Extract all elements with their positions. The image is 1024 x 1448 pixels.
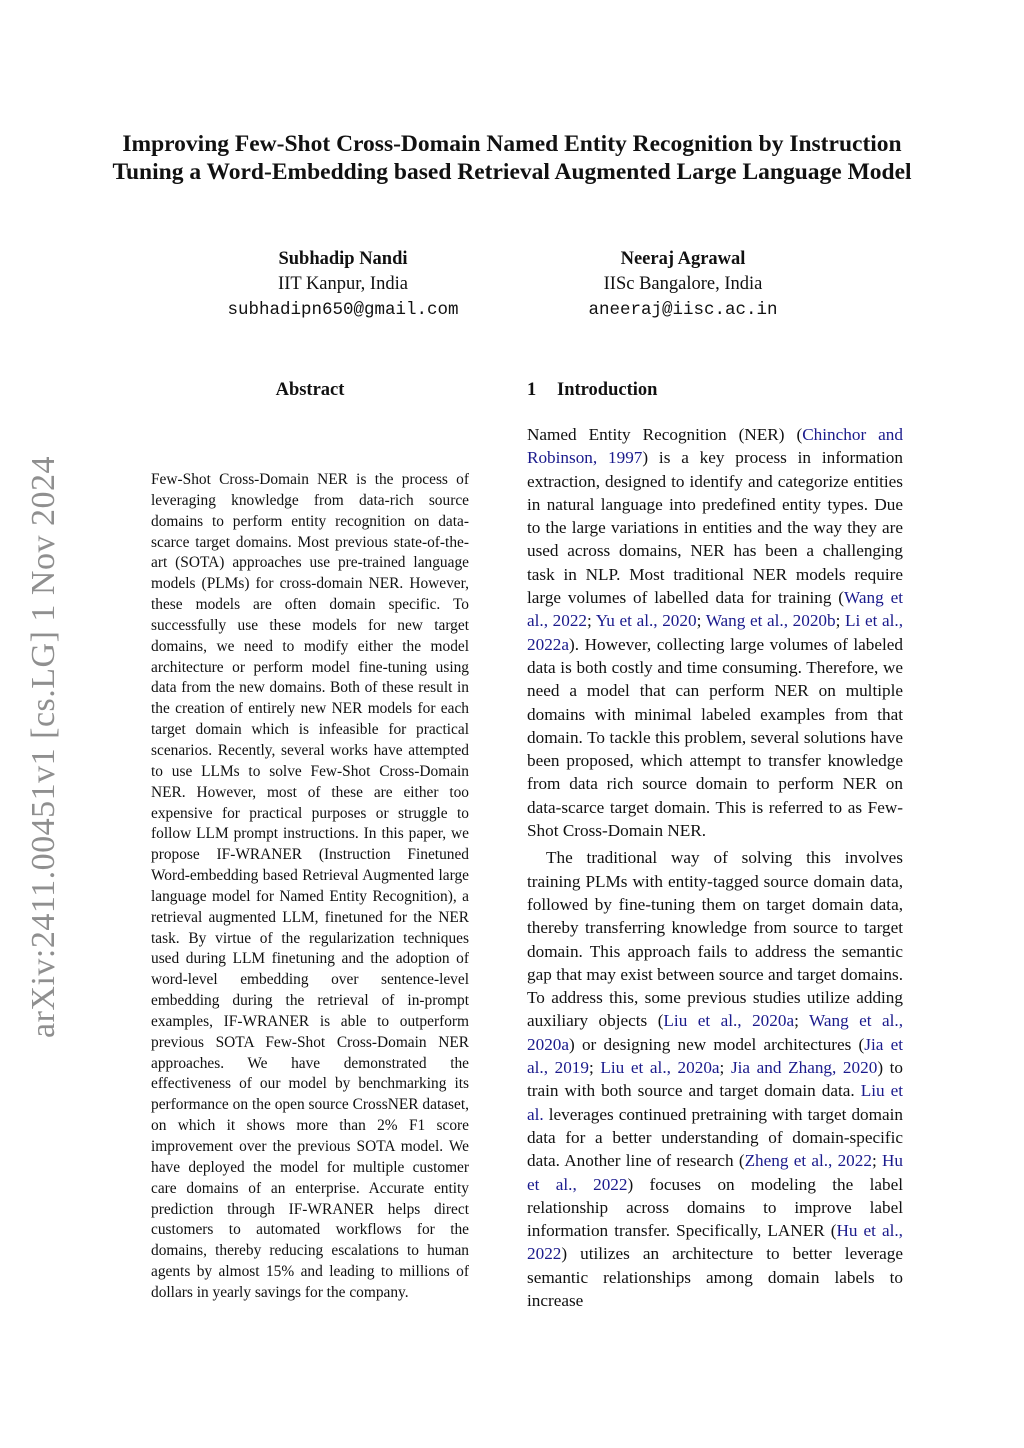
citation-separator: ; bbox=[589, 1058, 601, 1078]
citation-link[interactable]: Chinchor and Robinson, 1997 bbox=[527, 425, 903, 468]
section-number: 1 bbox=[527, 380, 537, 400]
author-block-2 bbox=[503, 246, 863, 323]
body-text: ) or designing new model architectures ( bbox=[569, 1034, 865, 1054]
citation-separator: ; bbox=[835, 611, 846, 631]
citation-separator: ; bbox=[794, 1011, 810, 1031]
body-text: ) focuses on modeling the label relationship across domains to improve label information transfer. Specifically, LANER ( bbox=[527, 1174, 904, 1241]
body-text: ) to train with both source and target domain data. bbox=[527, 1058, 904, 1101]
author-name: Subhadip Nandi bbox=[278, 249, 408, 269]
citation-link[interactable]: Li et al., 2022a bbox=[527, 611, 903, 654]
citation-link[interactable]: Liu et al., 2020a bbox=[600, 1058, 720, 1078]
author-name: Neeraj Agrawal bbox=[620, 249, 746, 269]
body-text: Named Entity Recognition (NER) ( bbox=[527, 425, 803, 444]
author-affiliation: IIT Kanpur, India bbox=[278, 274, 408, 294]
citation-link[interactable]: Hu et al., 2022 bbox=[527, 1151, 903, 1194]
paper-title: Improving Few-Shot Cross-Domain Named Entity Recognition by Instruction Tuning a Word-Embedding based Retrieval Augmented Large Language Model bbox=[112, 131, 912, 185]
body-text: The traditional way of solving this involves training PLMs with entity-tagged source domain data, followed by fine-tuning them on target domain data, thereby transferring knowledge from source to target domain. This approach fails to address the semantic gap that may exist between source and target domains. To address this, some previous studies utilize adding auxiliary objects ( bbox=[527, 848, 903, 1031]
arxiv-identifier-stamp bbox=[14, 452, 74, 1042]
author-email: subhadipn650@gmail.com bbox=[227, 300, 459, 320]
author-email: aneeraj@iisc.ac.in bbox=[588, 300, 778, 320]
citation-link[interactable]: Yu et al., 2020 bbox=[595, 611, 697, 631]
citation-link[interactable]: Zheng et al., 2022 bbox=[744, 1151, 872, 1171]
body-text: leverages continued pretraining with target domain data for a better understanding of domain-specific data. Another line of research ( bbox=[527, 1104, 903, 1171]
arxiv-identifier-text: arXiv:2411.00451v1 [cs.LG] 1 Nov 2024 bbox=[25, 456, 63, 1038]
introduction-paragraph-2 bbox=[527, 846, 903, 1312]
body-text: ). However, collecting large volumes of labeled data is both costly and time consuming. Therefore, we need a model that can perform NER on multiple domains with minimal labeled examples from that domain. To tackle this problem, several solutions have been proposed, which attempt to transfer knowledge from data rich source domain to perform NER on data-scarce target domain. This is referred to as Few-Shot Cross-Domain NER. bbox=[527, 634, 903, 841]
citation-link[interactable]: Wang et al., 2020a bbox=[527, 1011, 903, 1054]
citation-link[interactable]: Jia et al., 2019 bbox=[527, 1034, 903, 1078]
citation-link[interactable]: Wang et al., 2020b bbox=[705, 611, 836, 631]
introduction-body bbox=[527, 423, 903, 1312]
section-title: Introduction bbox=[557, 380, 658, 400]
citation-separator: ; bbox=[587, 611, 596, 631]
body-text: ) is a key process in information extraction, designed to identify and categorize entities in natural language into predefined entity types. Due to the large variations in entities and the way they are used across domains, NER has been a challenging task in NLP. Most traditional NER models require large volumes of labelled data for training ( bbox=[527, 448, 903, 608]
citation-link[interactable]: Wang et al., 2022 bbox=[527, 588, 903, 631]
author-affiliation: IISc Bangalore, India bbox=[603, 274, 763, 294]
author-block-1 bbox=[163, 246, 523, 323]
section-heading-introduction bbox=[527, 378, 657, 402]
citation-link[interactable]: Jia and Zhang, 2020 bbox=[730, 1058, 878, 1078]
citation-link[interactable]: Hu et al., 2022 bbox=[527, 1221, 903, 1264]
citation-link[interactable]: Liu et al. bbox=[527, 1081, 903, 1124]
introduction-paragraph-1 bbox=[527, 423, 903, 842]
body-text: ) utilizes an architecture to better leverage semantic relationships among domain labels to increase bbox=[527, 1244, 903, 1310]
citation-link[interactable]: Liu et al., 2020a bbox=[663, 1011, 795, 1031]
citation-separator: ; bbox=[719, 1058, 731, 1078]
citation-separator: ; bbox=[871, 1151, 882, 1171]
citation-separator: ; bbox=[696, 611, 706, 631]
abstract-text: Few-Shot Cross-Domain NER is the process of leveraging knowledge from data-rich source domains to perform entity recognition on data-scarce target domains. Most previous state-of-the-art (SOTA) approaches use pre-trained language models (PLMs) for cross-domain NER. However, these models are often domain specific. To successfully use these models for new target domains, we need to modify either the model architecture or perform model fine-tuning using data from the new domains. Both of these result in the creation of entirely new NER models for each target domain which is infeasible for practical scenarios. Recently, several works have attempted to use LLMs to solve Few-Shot Cross-Domain NER. However, most of these are either too expensive for practical purposes or struggle to follow LLM prompt instructions. In this paper, we propose IF-WRANER (Instruction Finetuned Word-embedding based Retrieval Augmented large language model for Named Entity Recognition), a retrieval augmented LLM, finetuned for the NER task. By virtue of the regularization techniques used during LLM finetuning and the adoption of word-level embedding over sentence-level embedding during the retrieval of in-prompt examples, IF-WRANER is able to outperform previous SOTA Few-Shot Cross-Domain NER approaches. We have demonstrated the effectiveness of our model by benchmarking its performance on the open source CrossNER dataset, on which it shows more than 2% F1 score improvement over the previous SOTA model. We have deployed the model for multiple customer care domains of an enterprise. Accurate entity prediction through IF-WRANER helps direct customers to automated workflows for the domains, thereby reducing escalations to human agents by almost 15% and leading to millions of dollars in yearly savings for the company. bbox=[151, 471, 469, 1301]
abstract-heading: Abstract bbox=[275, 380, 345, 400]
